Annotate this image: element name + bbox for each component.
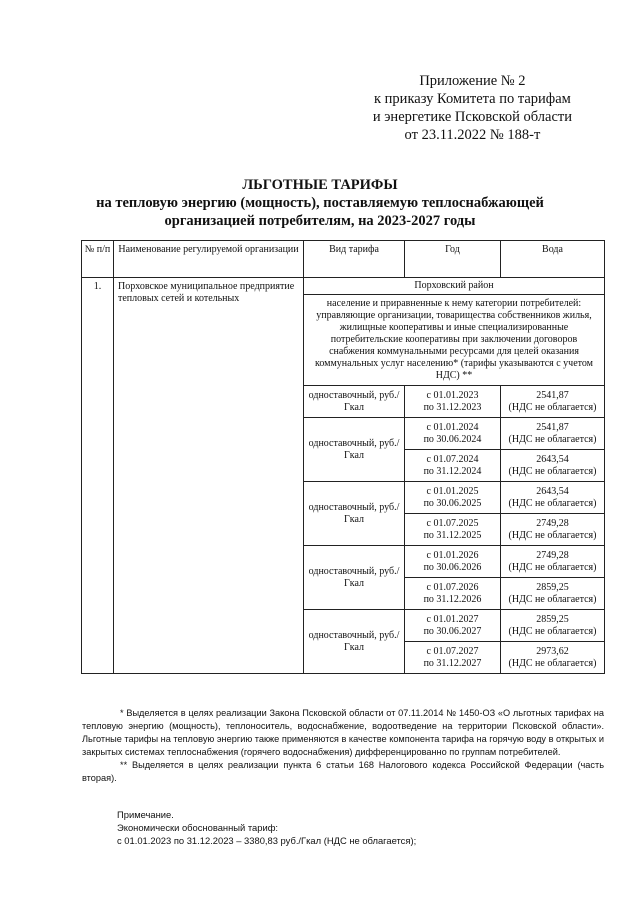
appendix-header xyxy=(373,72,572,144)
tariff-value-cell: 2859,25 (НДС не облагается) xyxy=(501,578,605,610)
note-heading: Примечание. xyxy=(117,809,174,820)
tariff-value-cell: 2541,87 (НДС не облагается) xyxy=(501,418,605,450)
tariff-value-cell: 2749,28 (НДС не облагается) xyxy=(501,546,605,578)
tariff-value-cell: 2973,62 (НДС не облагается) xyxy=(501,642,605,674)
tariff-kind: одноставочный, руб./Гкал xyxy=(304,610,405,674)
header-org: Наименование регулируемой организации xyxy=(114,241,304,278)
note-line-2: с 01.01.2023 по 31.12.2023 – 3380,83 руб./Гкал (НДС не облагается); xyxy=(117,835,417,846)
order-date: от 23.11.2022 № 188-т xyxy=(404,127,541,143)
header-year: Год xyxy=(405,241,501,278)
tariff-value-cell: 2643,54 (НДС не облагается) xyxy=(501,450,605,482)
table-header-row xyxy=(82,241,605,278)
header-no: № п/п xyxy=(82,241,114,278)
order-reference: к приказу Комитета по тарифам xyxy=(374,91,571,107)
period-cell: с 01.01.2025 по 30.06.2025 xyxy=(405,482,501,514)
committee-name: и энергетике Псковской области xyxy=(372,109,572,125)
period-cell: с 01.01.2026 по 30.06.2026 xyxy=(405,546,501,578)
tariff-kind: одноставочный, руб./Гкал xyxy=(304,482,405,546)
tariff-value-cell: 2643,54 (НДС не облагается) xyxy=(501,482,605,514)
footnote-double-star: ** Выделяется в целях реализации пункта 6 статьи 168 Налогового кодекса Российской Федерации (часть вторая). xyxy=(82,760,604,783)
tariff-kind: одноставочный, руб./Гкал xyxy=(304,546,405,610)
tariff-table xyxy=(81,240,605,674)
consumer-category: население и приравненные к нему категории потребителей: управляющие организации, товарищества собственников жилья, жилищные кооперативы и иные специализированные потребительские кооперативы при заключении договоров снабжения коммунальными ресурсами для целей оказания коммунальных услуг населению* (тарифы указываются с учетом НДС) ** xyxy=(304,295,605,386)
document-title xyxy=(0,176,640,230)
tariff-kind: одноставочный, руб./Гкал xyxy=(304,386,405,418)
period-cell: с 01.07.2026 по 31.12.2026 xyxy=(405,578,501,610)
note-line-1: Экономически обоснованный тариф: xyxy=(117,822,279,833)
period-cell: с 01.07.2027 по 31.12.2027 xyxy=(405,642,501,674)
district-name: Порховский район xyxy=(304,278,605,295)
period-cell: с 01.01.2023 по 31.12.2023 xyxy=(405,386,501,418)
header-kind: Вид тарифа xyxy=(304,241,405,278)
note-block xyxy=(117,808,597,847)
period-cell: с 01.01.2027 по 30.06.2027 xyxy=(405,610,501,642)
period-cell: с 01.01.2024 по 30.06.2024 xyxy=(405,418,501,450)
tariff-value-cell: 2859,25 (НДС не облагается) xyxy=(501,610,605,642)
tariff-kind: одноставочный, руб./Гкал xyxy=(304,418,405,482)
footnotes xyxy=(82,707,604,785)
title-line-1: ЛЬГОТНЫЕ ТАРИФЫ xyxy=(242,177,398,193)
header-water: Вода xyxy=(501,241,605,278)
footnote-single-star: * Выделяется в целях реализации Закона Псковской области от 07.11.2014 № 1450-ОЗ «О льготных тарифах на тепловую энергию (мощность), теплоноситель, водоснабжение, водоотведение на территории Псковской области». Льготные тарифы на тепловую энергию также применяются в качестве компонента тарифа на горячую воду в открытых и закрытых системах теплоснабжения (горячего водоснабжения) дифференцированно по группам потребителей. xyxy=(82,708,604,757)
tariff-value-cell: 2541,87 (НДС не облагается) xyxy=(501,386,605,418)
organization-name: Порховское муниципальное предприятие тепловых сетей и котельных xyxy=(114,278,304,674)
title-line-3: организацией потребителям, на 2023-2027 годы xyxy=(164,213,476,229)
tariff-value-cell: 2749,28 (НДС не облагается) xyxy=(501,514,605,546)
row-number: 1. xyxy=(82,278,114,674)
period-cell: с 01.07.2025 по 31.12.2025 xyxy=(405,514,501,546)
period-cell: с 01.07.2024 по 31.12.2024 xyxy=(405,450,501,482)
title-line-2: на тепловую энергию (мощность), поставляемую теплоснабжающей xyxy=(96,195,544,211)
table-row xyxy=(82,278,605,295)
appendix-number: Приложение № 2 xyxy=(419,73,526,89)
